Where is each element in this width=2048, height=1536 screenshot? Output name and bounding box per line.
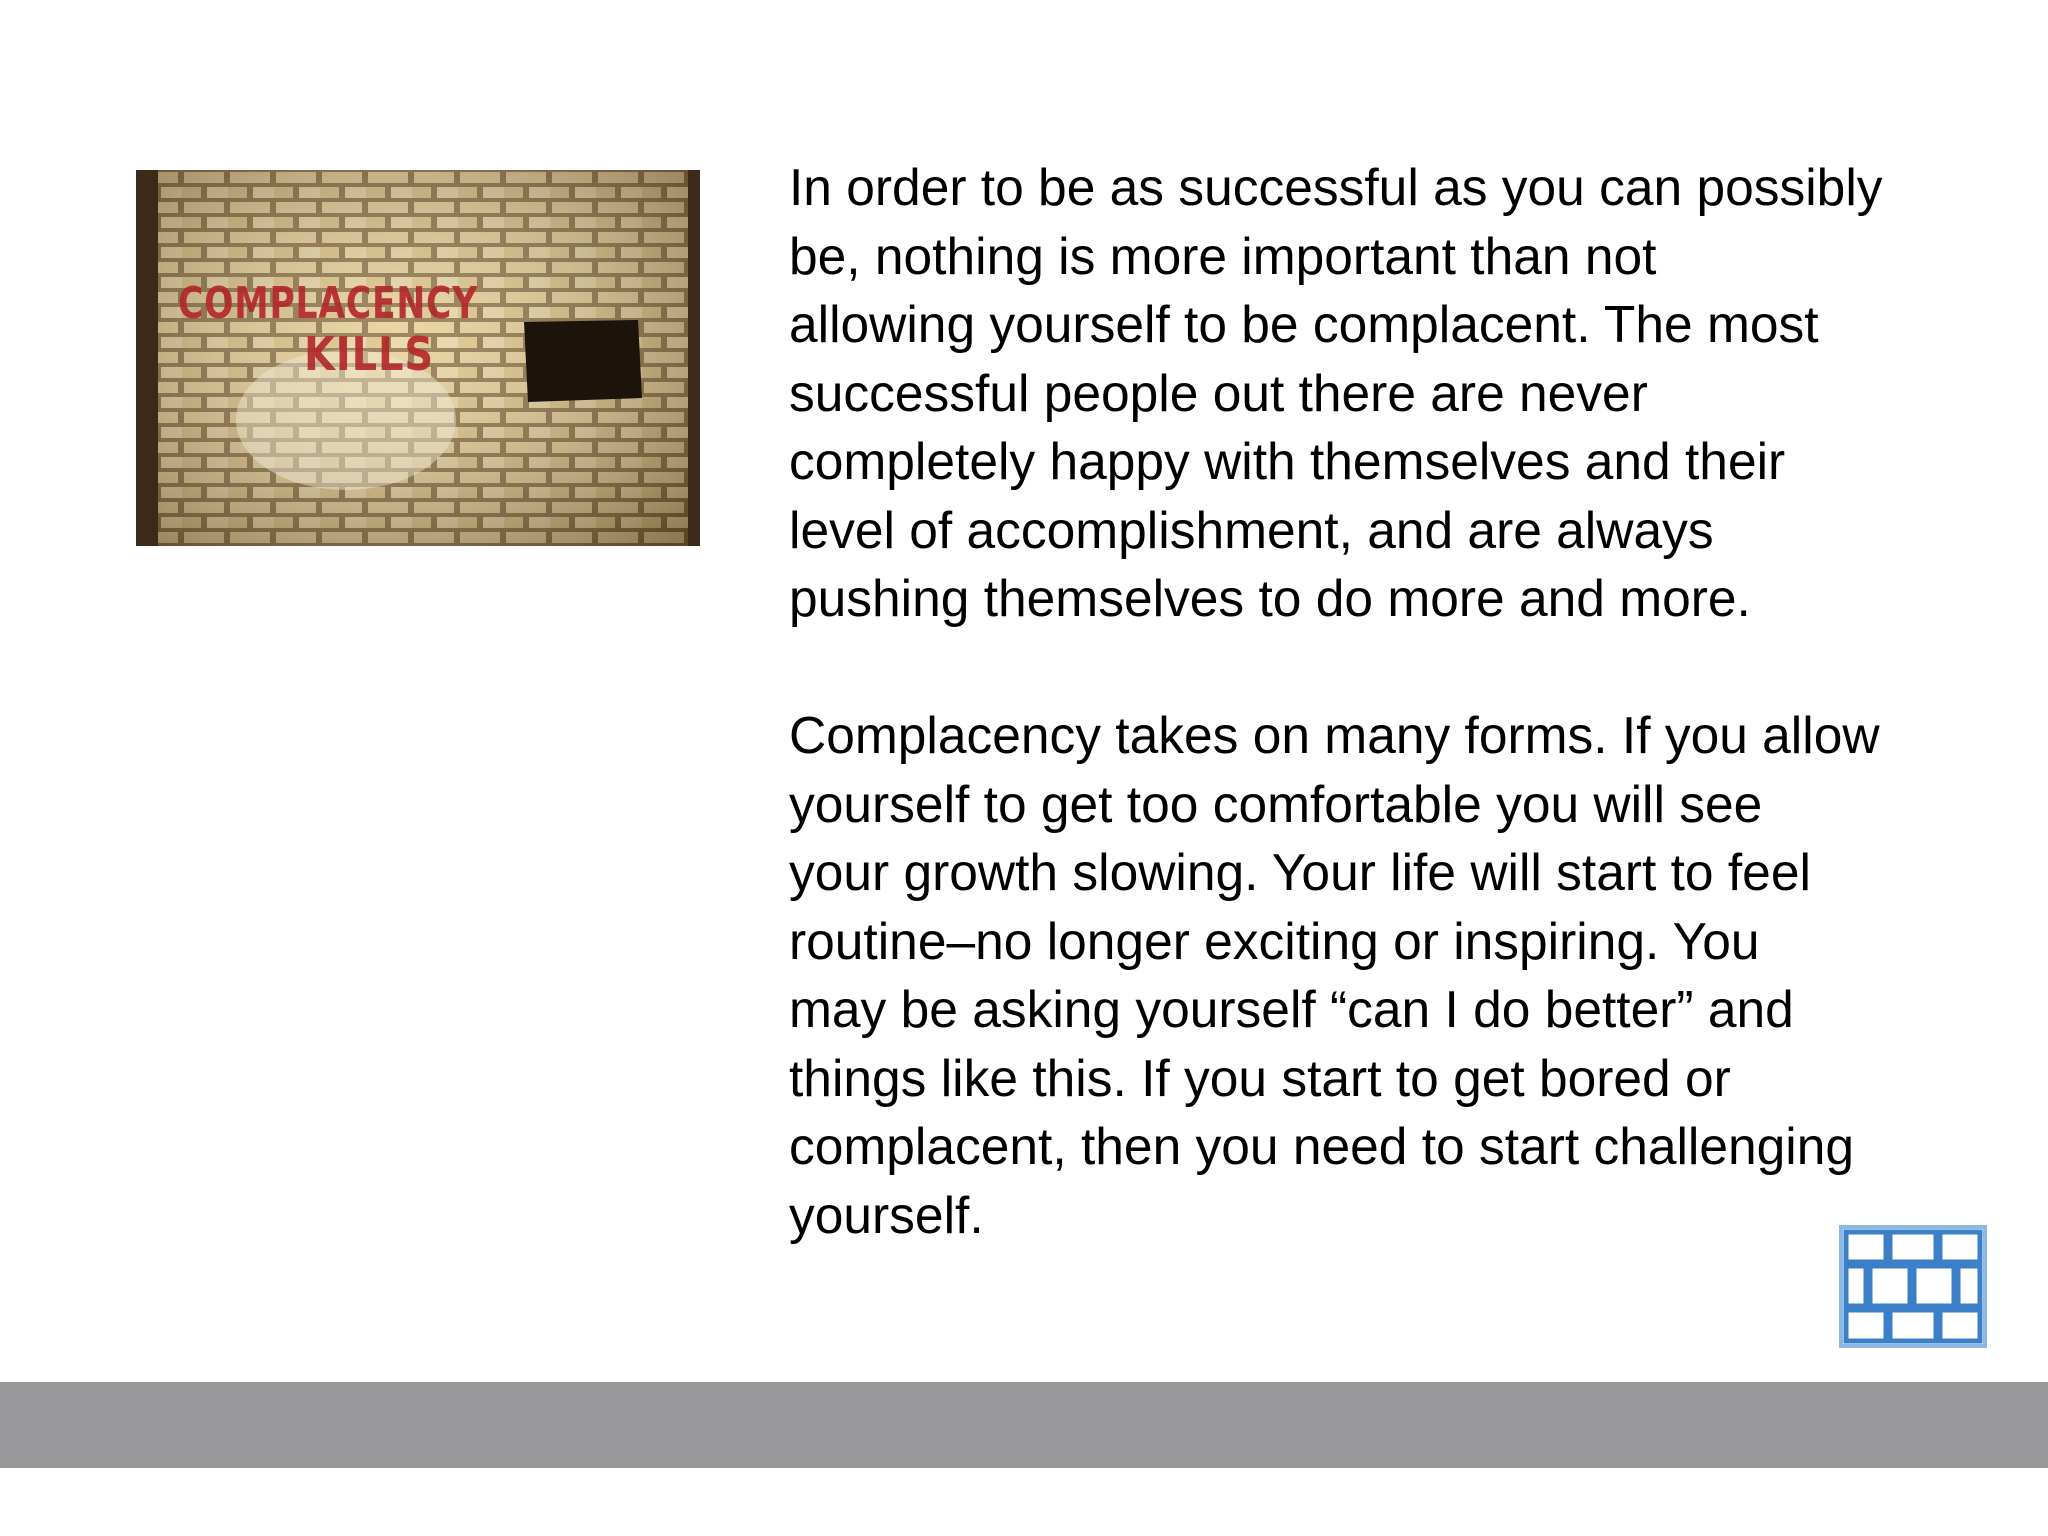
brick-logo-icon [1838, 1224, 1988, 1349]
stencil-text-line-1: COMPLACENCY [178, 278, 479, 329]
body-text [789, 153, 1949, 1249]
paragraph-complacency-forms: Complacency takes on many forms. If you allow yourself to get too comfortable you will see your growth slowing. Your life will start to feel routine–no longer exciting or inspiring. You may be asking yourself “can I do better” and things like this. If you start to get bored or complacent, then you need to start challenging yourself. [789, 706, 1880, 1244]
brick-pattern-logo-icon [1838, 1224, 1988, 1349]
paragraph-success: In order to be as successful as you can possibly be, nothing is more important than not allowing yourself to be complacent. The most successful people out there are never completely happy with themselves and their level of accomplishment, and are always pushing themselves to do more and more. [789, 158, 1883, 627]
complacency-kills-wall-photo [136, 170, 700, 546]
stencil-text-line-2: KILLS [304, 327, 434, 381]
footer-bar [0, 1382, 2048, 1468]
brick-wall-image [136, 170, 700, 546]
